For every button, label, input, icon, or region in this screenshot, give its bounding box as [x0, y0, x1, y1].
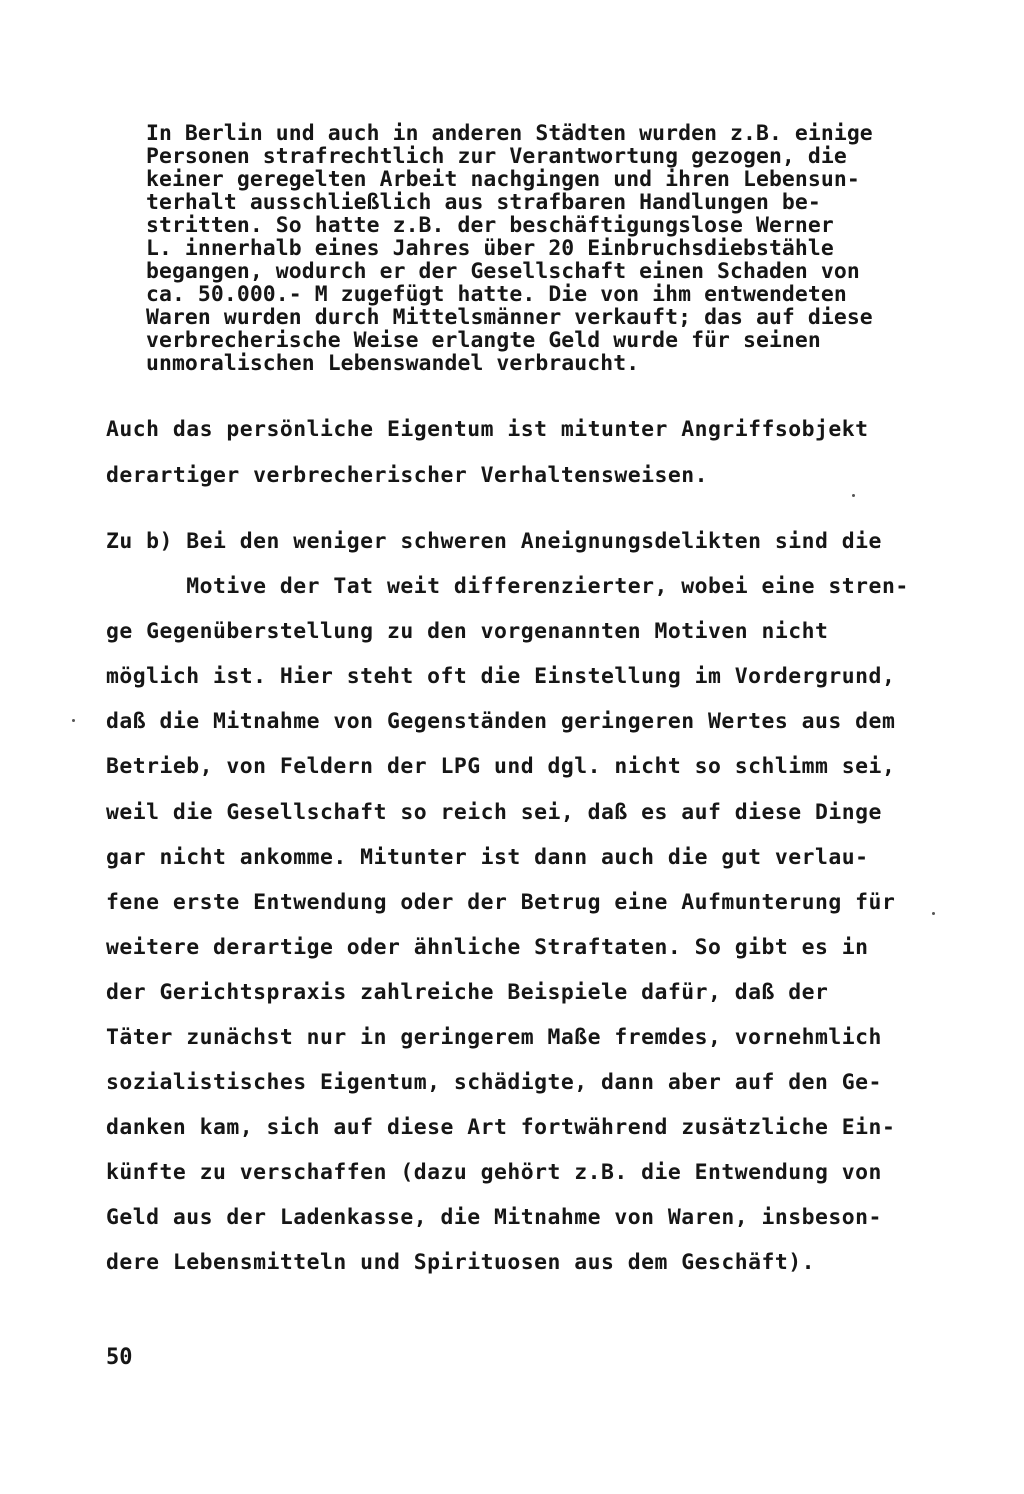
body-line: künfte zu verschaffen (dazu gehört z.B. die Entwendung von	[106, 1160, 882, 1185]
body-line: daß die Mitnahme von Gegenständen geringeren Wertes aus dem	[106, 709, 896, 734]
body-line: Täter zunächst nur in geringerem Maße fremdes, vornehmlich	[106, 1025, 882, 1050]
quote-line: begangen, wodurch er der Gesellschaft einen Schaden von	[146, 259, 860, 284]
body-line: ge Gegenüberstellung zu den vorgenannten Motiven nicht	[106, 619, 829, 644]
body-line: Betrieb, von Feldern der LPG und dgl. nicht so schlimm sei,	[106, 754, 896, 779]
quote-line: ca. 50.000.- M zugefügt hatte. Die von ihm entwendeten	[146, 282, 847, 307]
quote-line: In Berlin und auch in anderen Städten wurden z.B. einige	[146, 121, 873, 146]
body-line: sozialistisches Eigentum, schädigte, dann aber auf den Ge-	[106, 1070, 882, 1095]
quote-line: unmoralischen Lebenswandel verbraucht.	[146, 351, 640, 376]
body-line: weil die Gesellschaft so reich sei, daß es auf diese Dinge	[106, 800, 882, 825]
body-line: Auch das persönliche Eigentum ist mitunter Angriffsobjekt	[106, 417, 869, 442]
body-line: Zu b) Bei den weniger schweren Aneignungsdelikten sind die	[106, 529, 882, 554]
quote-line: stritten. So hatte z.B. der beschäftigungslose Werner	[146, 213, 834, 238]
body-line: möglich ist. Hier steht oft die Einstellung im Vordergrund,	[106, 664, 896, 689]
quote-line: keiner geregelten Arbeit nachgingen und ihren Lebensun-	[146, 167, 860, 192]
quote-line: Personen strafrechtlich zur Verantwortung gezogen, die	[146, 144, 847, 169]
body-line: Motive der Tat weit differenzierter, wobei eine stren-	[106, 574, 909, 599]
body-line: der Gerichtspraxis zahlreiche Beispiele dafür, daß der	[106, 980, 829, 1005]
scan-speck	[852, 494, 855, 497]
quote-line: verbrecherische Weise erlangte Geld wurde für seinen	[146, 328, 821, 353]
body-line: danken kam, sich auf diese Art fortwährend zusätzliche Ein-	[106, 1115, 896, 1140]
page-number: 50	[106, 1345, 133, 1370]
quote-line: L. innerhalb eines Jahres über 20 Einbruchsdiebstähle	[146, 236, 834, 261]
quote-line: Waren wurden durch Mittelsmänner verkauft; das auf diese	[146, 305, 873, 330]
body-line: gar nicht ankomme. Mitunter ist dann auch die gut verlau-	[106, 845, 869, 870]
scan-speck	[72, 719, 75, 722]
scan-speck	[932, 912, 935, 915]
body-line: derartiger verbrecherischer Verhaltensweisen.	[106, 463, 709, 488]
body-line: weitere derartige oder ähnliche Straftaten. So gibt es in	[106, 935, 869, 960]
body-line: dere Lebensmitteln und Spirituosen aus dem Geschäft).	[106, 1250, 816, 1275]
body-line: fene erste Entwendung oder der Betrug eine Aufmunterung für	[106, 890, 896, 915]
quote-line: terhalt ausschließlich aus strafbaren Handlungen be-	[146, 190, 821, 215]
body-line: Geld aus der Ladenkasse, die Mitnahme von Waren, insbeson-	[106, 1205, 882, 1230]
